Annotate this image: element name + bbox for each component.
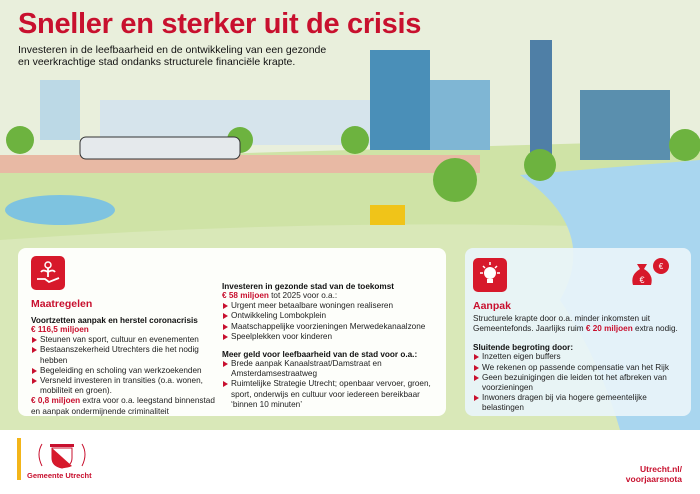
gezond-list	[222, 301, 437, 342]
tram	[80, 137, 240, 159]
list-item: Inzetten eigen buffers	[473, 352, 685, 362]
hand-plant-coin-icon	[31, 256, 65, 290]
list-item: Ruimtelijke Strategie Utrecht; openbaar vervoer, groen, sport, onderwijs en cultuur voor iedereen bereikbaar ‘binnen 10 minuten’	[222, 379, 437, 410]
url-line[interactable]: Utrecht.nl/	[639, 464, 682, 474]
digger	[370, 205, 405, 225]
aanpak-text	[473, 314, 685, 334]
subtitle-line: Investeren in de leefbaarheid en de ontwikkeling van een gezonde	[18, 44, 327, 56]
maatregelen-heading: Maatregelen	[31, 298, 93, 310]
gezond-title: Investeren in gezonde stad van de toekomst	[222, 282, 394, 291]
leefbaarheid-title: Meer geld voor leefbaarheid van de stad voor o.a.:	[222, 350, 418, 360]
list-item: Maatschappelijke voorzieningen Merwedekanaalzone	[222, 322, 437, 332]
corona-title: Voortzetten aanpak en herstel coronacrisis	[31, 316, 198, 325]
list-item: Urgent meer betaalbare woningen realiseren	[222, 301, 437, 311]
list-item: We rekenen op passende compensatie van het Rijk	[473, 363, 685, 373]
list-item: Bestaanszekerheid Utrechters die het nodig hebben	[31, 345, 226, 365]
list-item: Steunen van sport, cultuur en evenementen	[31, 335, 226, 345]
corona-list	[31, 335, 226, 396]
sluitend-title: Sluitende begroting door:	[473, 343, 574, 353]
list-item: Speelplekken voor kinderen	[222, 332, 437, 342]
url-line[interactable]: voorjaarsnota	[625, 474, 682, 484]
list-item: Begeleiding en scholing van werkzoekenden	[31, 366, 226, 376]
gezond-amount-line	[222, 291, 437, 301]
list-item: Ontwikkeling Lombokplein	[222, 311, 437, 321]
list-item: Brede aanpak Kanaalstraat/Damstraat en Amsterdamsestraatweg	[222, 359, 437, 379]
extra-amount: € 0,8 miljoen	[31, 396, 81, 406]
page-subtitle	[18, 44, 348, 68]
aanpak-heading: Aanpak	[473, 300, 511, 312]
aanpak-text-after: extra nodig.	[632, 324, 678, 334]
pond	[5, 195, 115, 225]
gezond-amount-suffix: tot 2025 voor o.a.:	[268, 291, 338, 300]
list-item: Geen bezuinigingen die leiden tot het afbreken van voorzieningen	[473, 373, 685, 393]
dom-tower	[530, 40, 552, 160]
money-bag-euro-icon	[625, 254, 673, 290]
website-link[interactable]	[626, 464, 682, 484]
svg-text:€: €	[658, 262, 664, 271]
aanpak-text-before: Structurele krapte door o.a. minder inkomsten uit Gemeentefonds. Jaarlijks ruim	[473, 314, 651, 334]
aanpak-amount: € 20 miljoen	[585, 324, 633, 334]
page-title: Sneller en sterker uit de crisis	[18, 8, 422, 40]
footer-accent-bar	[17, 438, 21, 480]
lightbulb-icon	[473, 258, 507, 292]
utrecht-coat-of-arms-logo	[34, 440, 90, 470]
subtitle-line: en veerkrachtige stad ondanks structurele financiële krapte.	[18, 56, 296, 68]
maatregelen-card	[18, 248, 446, 416]
sluitend-list	[473, 352, 685, 413]
gezond-amount: € 58 miljoen	[222, 291, 269, 300]
street	[0, 155, 480, 173]
extra-description: extra voor o.a. leegstand binnenstad en aanpak ondermijnende criminaliteit	[31, 396, 215, 416]
leefbaarheid-list	[222, 359, 437, 410]
logo-name: Gemeente Utrecht	[27, 471, 92, 480]
extra-text	[31, 396, 226, 416]
list-item: Versneld investeren in transities (o.a. wonen, mobiliteit en groen).	[31, 376, 226, 396]
list-item: Inwoners dragen bij via hogere gemeentelijke belastingen	[473, 393, 685, 413]
corona-amount: € 116,5 miljoen	[31, 325, 89, 334]
svg-text:€: €	[639, 275, 645, 285]
aanpak-card	[465, 248, 691, 416]
